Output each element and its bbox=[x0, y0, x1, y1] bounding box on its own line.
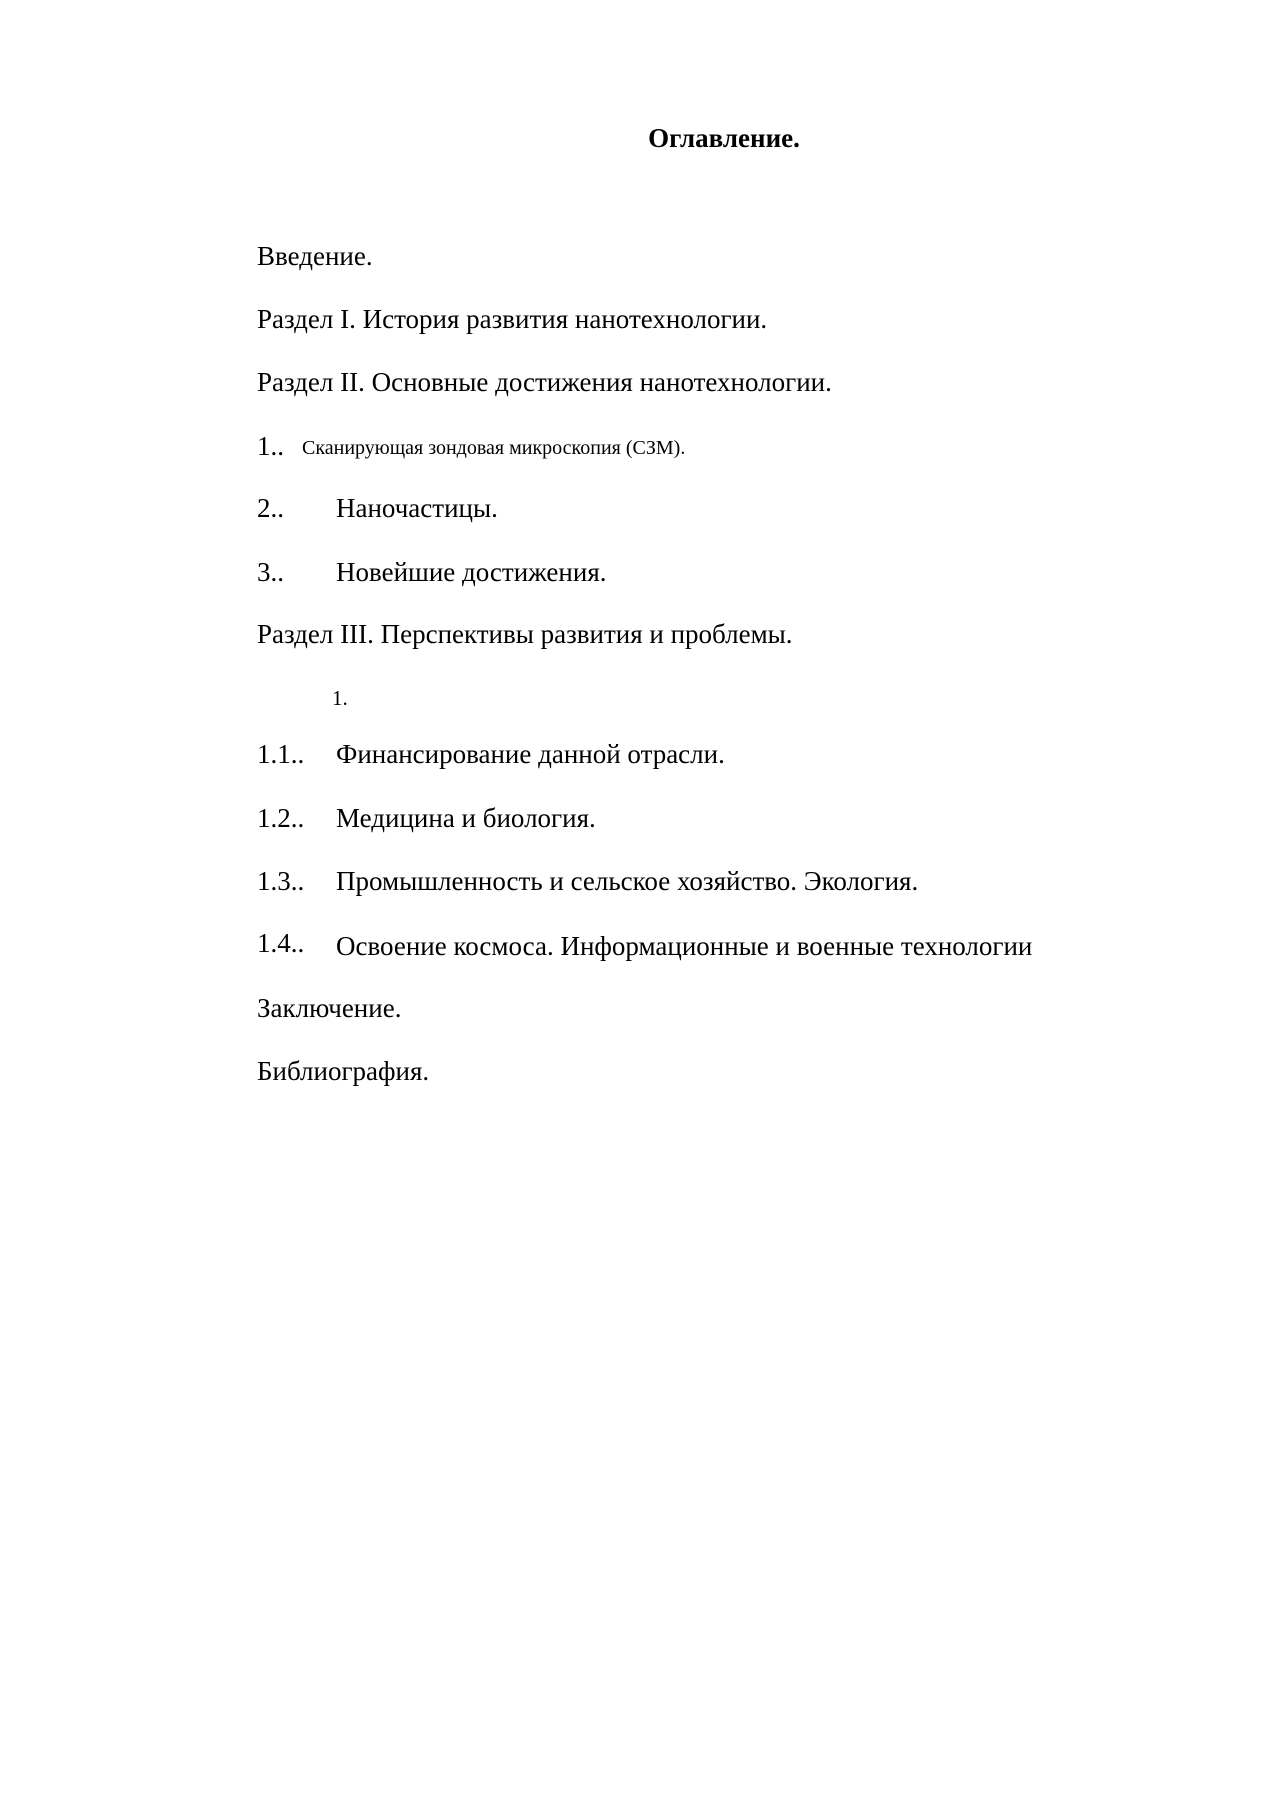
toc-item-text: Сканирующая зондовая микроскопия (СЗМ). bbox=[302, 437, 686, 459]
toc-item-number: 3.. bbox=[257, 557, 284, 587]
toc-item-text: Промышленность и сельское хозяйство. Экология. bbox=[336, 866, 919, 896]
toc-item-number: 1.2.. bbox=[257, 803, 305, 833]
toc-entry-section-2: Раздел II. Основные достижения нанотехнологии. bbox=[257, 367, 832, 397]
page-title: Оглавление. bbox=[648, 123, 800, 153]
toc-item-number: 1.3.. bbox=[257, 866, 305, 896]
toc-item-text: Финансирование данной отрасли. bbox=[336, 739, 725, 769]
toc-entry-intro: Введение. bbox=[257, 241, 373, 271]
toc-item-number: 1.1.. bbox=[257, 739, 305, 769]
toc-item-number: 1.4.. bbox=[257, 928, 305, 958]
toc-entry-section-3: Раздел III. Перспективы развития и проблемы. bbox=[257, 619, 793, 649]
toc-item-text: Освоение космоса. Информационные и военные технологии bbox=[336, 931, 1033, 961]
toc-item-number: 1.. bbox=[257, 431, 284, 461]
toc-entry-bibliography: Библиография. bbox=[257, 1056, 430, 1086]
toc-entry-conclusion: Заключение. bbox=[257, 993, 402, 1023]
toc-item-number: 2.. bbox=[257, 493, 284, 523]
toc-item-number: 1. bbox=[332, 686, 348, 710]
toc-item-text: Медицина и биология. bbox=[336, 803, 596, 833]
toc-entry-section-1: Раздел I. История развития нанотехнологии. bbox=[257, 304, 768, 334]
toc-item-text: Наночастицы. bbox=[336, 493, 498, 523]
toc-item-text: Новейшие достижения. bbox=[336, 557, 607, 587]
